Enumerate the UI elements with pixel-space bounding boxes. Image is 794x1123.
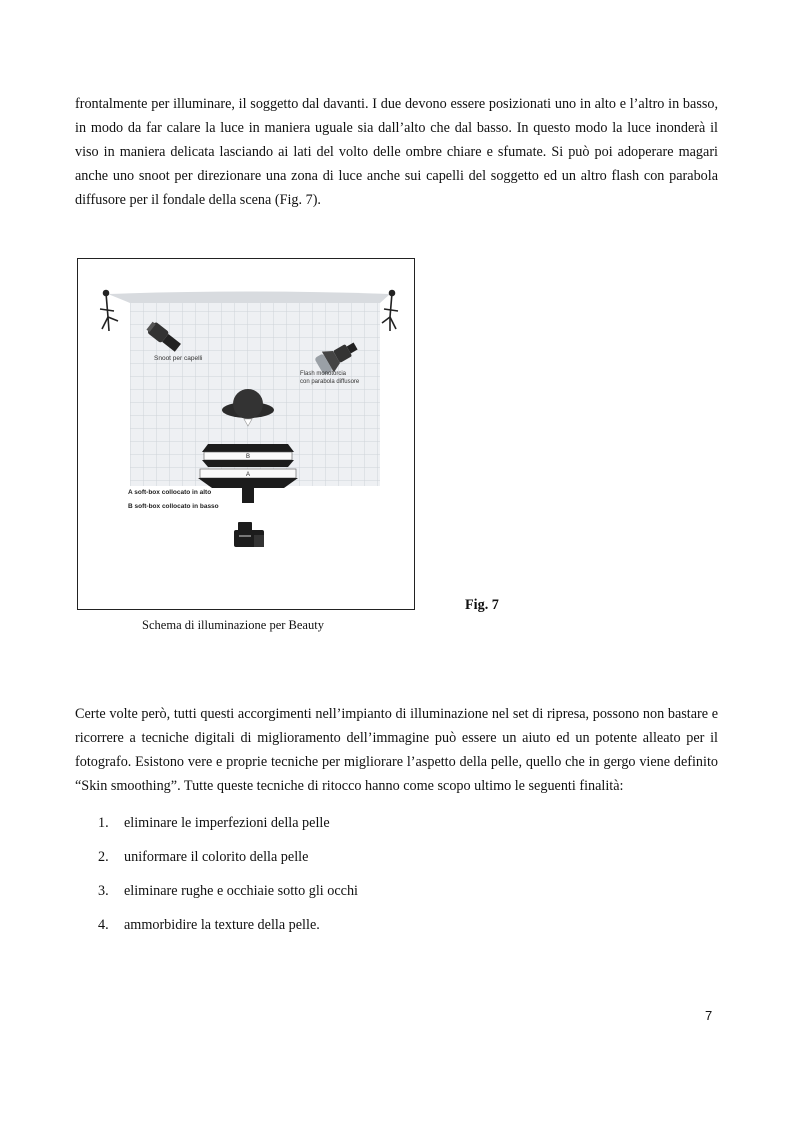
softbox-a-letter: A: [245, 472, 251, 478]
snoot-label: Snoot per capelli: [154, 355, 203, 362]
list-item-text: ammorbidire la texture della pelle.: [124, 917, 320, 933]
body-paragraph: Certe volte però, tutti questi accorgimenti nell’impianto di illuminazione nel set di ripresa, possono non bastare e ricorrere a tecniche digitali di miglioramento dell’immagine può essere un aiuto ed un potente alleato per il fotografo. Esistono vere e proprie tecniche per migliorare l’aspetto della pelle, quello che in gergo viene definito “Skin smoothing”. Tutte queste tecniche di ritocco hanno come scopo ultimo le seguenti finalità:: [75, 706, 718, 794]
legend-a: A soft-box collocato in alto: [128, 489, 212, 496]
legend-b: B soft-box collocato in basso: [128, 503, 219, 510]
list-item-text: eliminare le imperfezioni della pelle: [124, 815, 330, 831]
list-item: [98, 814, 358, 848]
list-item: [98, 848, 358, 882]
intro-paragraph: frontalmente per illuminare, il soggetto dal davanti. I due devono essere posizionati uno in alto e l’altro in basso, in modo da far calare la luce in maniera uguale sia dall’alto che dal basso. In questo modo la luce inonderà il viso in maniera delicata lasciando ai lati del volto delle ombre chiare e sfumate. Si può poi adoperare magari anche uno snoot per direzionare una zona di luce anche sui capelli del soggetto ed un altro flash con parabola diffusore per il fondale della scena (Fig. 7).: [75, 96, 718, 208]
list-item-number: 3.: [98, 883, 109, 899]
flash-label-line2: con parabola diffusore: [300, 379, 360, 385]
list-item-number: 1.: [98, 815, 109, 831]
list-item-text: eliminare rughe e occhiaie sotto gli occhi: [124, 883, 359, 899]
softbox-b-letter: B: [245, 454, 251, 460]
list-item: [98, 882, 358, 916]
goals-list: [98, 814, 358, 950]
camera-icon: [234, 522, 264, 547]
page-number: 7: [705, 1008, 713, 1023]
list-item: [98, 916, 358, 950]
list-item-text: uniformare il colorito della pelle: [124, 849, 309, 865]
list-item-number: 2.: [98, 849, 109, 865]
figure-label: Fig. 7: [465, 597, 499, 613]
lighting-diagram: [78, 259, 416, 611]
backdrop-roll: [108, 292, 390, 304]
lighting-diagram-figure: [77, 258, 415, 610]
flash-label-line1: Flash monotorcia: [300, 371, 347, 377]
figure-caption: Schema di illuminazione per Beauty: [142, 618, 324, 632]
list-item-number: 4.: [98, 917, 109, 933]
